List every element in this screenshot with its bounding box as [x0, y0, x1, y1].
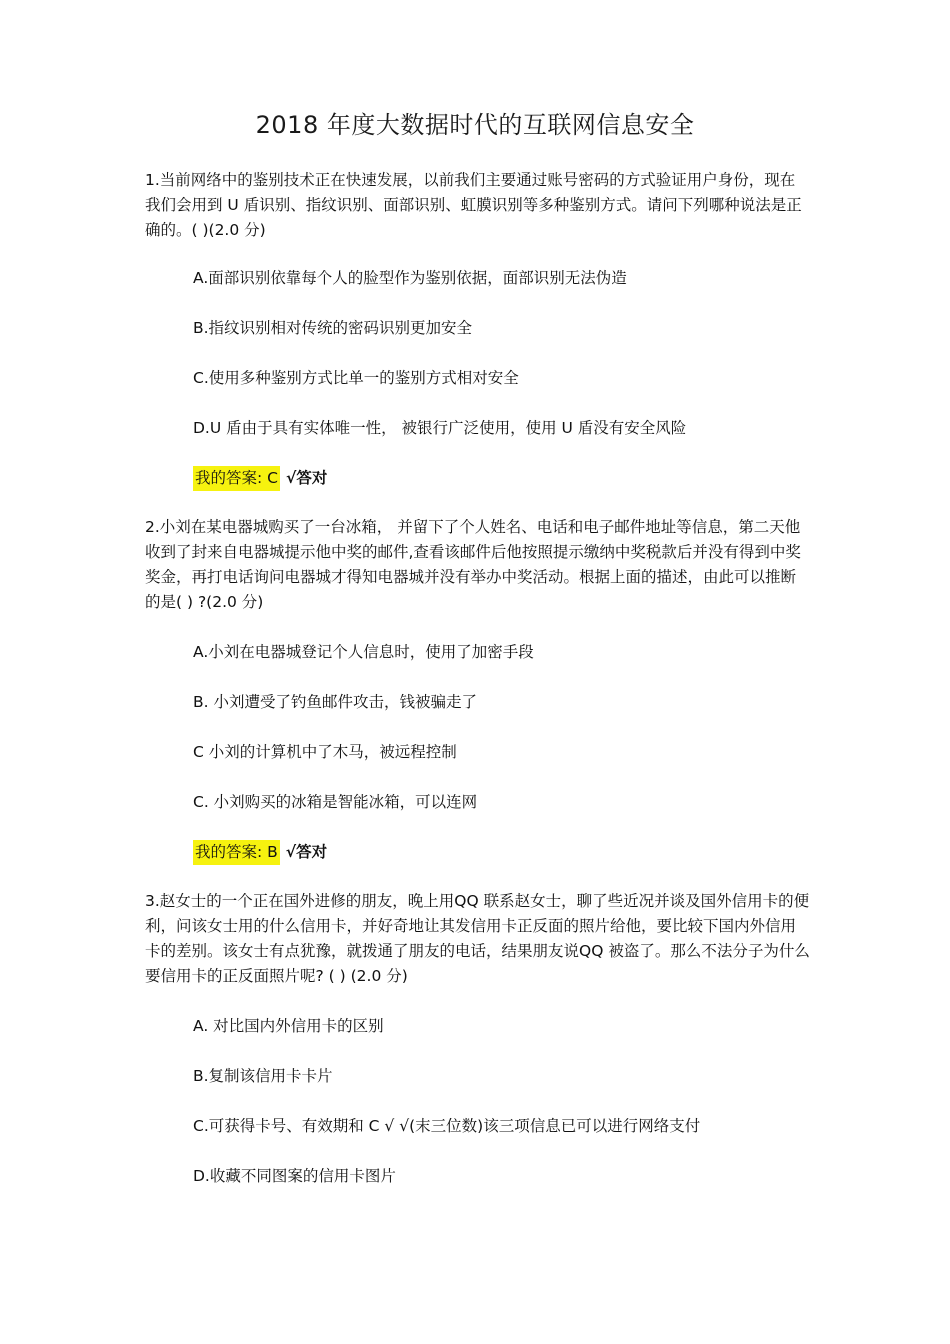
- question-2-option-b: B. 小刘遭受了钓鱼邮件攻击，钱被骗走了: [193, 693, 477, 711]
- question-3-text: 3.赵女士的一个正在国外进修的朋友，晚上用QQ 联系赵女士，聊了些近况并谈及国外信用卡的便利，问该女士用的什么信用卡，并好奇地让其发信用卡正反面的照片给他，要比较下国内外信用卡的差别。该女士有点犹豫，就拨通了朋友的电话，结果朋友说QQ 被盗了。那么不法分子为什么要信用卡的正反面照片呢? ( ) (2.0 分): [145, 892, 810, 985]
- question-1-my-answer: 我的答案: C: [193, 466, 280, 491]
- question-1-option-d: D.U 盾由于具有实体唯一性， 被银行广泛使用，使用 U 盾没有安全风险: [193, 419, 687, 437]
- question-2-my-answer: 我的答案: B: [193, 840, 280, 865]
- question-1-option-c: C.使用多种鉴别方式比单一的鉴别方式相对安全: [193, 369, 519, 387]
- question-2-option-c: C 小刘的计算机中了木马，被远程控制: [193, 743, 457, 761]
- question-2-answer-row: [193, 840, 327, 865]
- question-1-verdict: √答对: [285, 469, 328, 487]
- question-1-option-a: A.面部识别依靠每个人的脸型作为鉴别依据，面部识别无法伪造: [193, 269, 627, 287]
- question-2-text: 2.小刘在某电器城购买了一台冰箱， 并留下了个人姓名、电话和电子邮件地址等信息，第二天他收到了封来自电器城提示他中奖的邮件,查看该邮件后他按照提示缴纳中奖税款后并没有得到中奖奖金，再打电话询问电器城才得知电器城并没有举办中奖活动。根据上面的描述，由此可以推断的是( ) ?(2.0 分): [145, 518, 801, 611]
- question-1-text: 1.当前网络中的鉴别技术正在快速发展，以前我们主要通过账号密码的方式验证用户身份，现在我们会用到 U 盾识别、指纹识别、面部识别、虹膜识别等多种鉴别方式。请问下列哪种说法是正确的。( )(2.0 分): [145, 171, 802, 239]
- question-3-option-a: A. 对比国内外信用卡的区别: [193, 1017, 384, 1035]
- question-2-verdict: √答对: [285, 843, 328, 861]
- question-2-option-a: A.小刘在电器城登记个人信息时，使用了加密手段: [193, 643, 534, 661]
- question-1-answer-row: [193, 466, 327, 491]
- question-3-option-d: D.收藏不同图案的信用卡图片: [193, 1167, 396, 1185]
- question-1-option-b: B.指纹识别相对传统的密码识别更加安全: [193, 319, 473, 337]
- document-title: 2018 年度大数据时代的互联网信息安全: [255, 111, 695, 139]
- question-3-option-c: C.可获得卡号、有效期和 C √ √(末三位数)该三项信息已可以进行网络支付: [193, 1117, 701, 1135]
- question-2-option-d: C. 小刘购买的冰箱是智能冰箱，可以连网: [193, 793, 478, 811]
- question-3-option-b: B.复制该信用卡卡片: [193, 1067, 333, 1085]
